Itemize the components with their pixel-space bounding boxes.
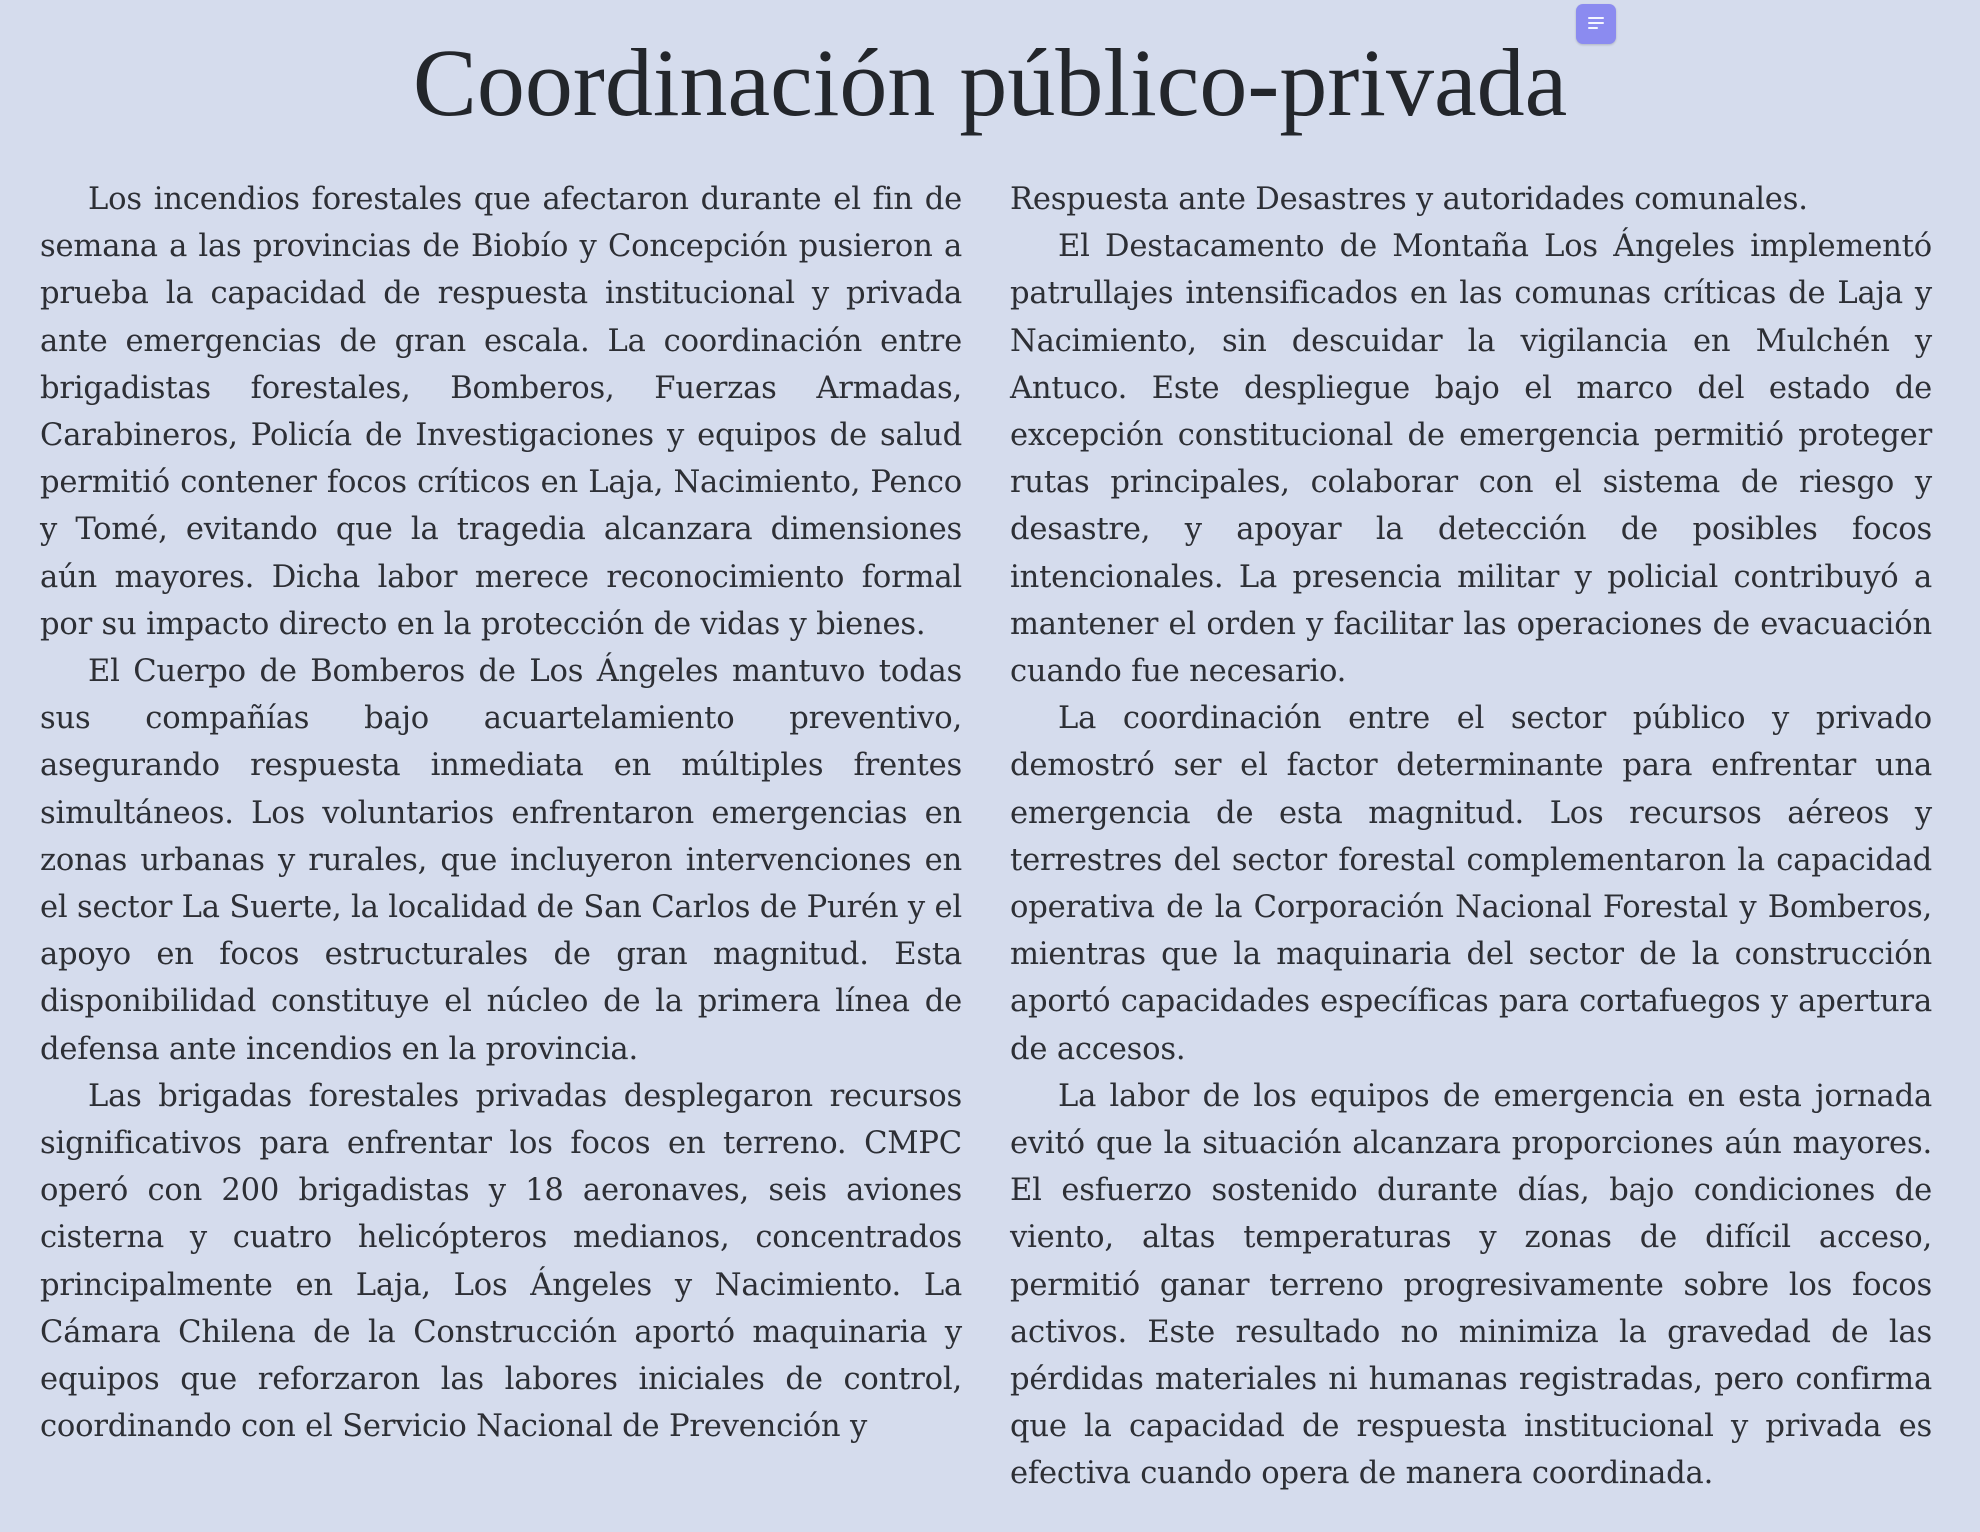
right-column bbox=[1010, 176, 1932, 1498]
page-title: Coordinación público-privada bbox=[412, 29, 1568, 136]
paragraph: La coordinación entre el sector público y privado demostró ser el factor determinante para enfrentar una emergencia de esta magnitud. Los recursos aéreos y terrestres del sector forestal complementaron la capacidad operativa de la Corporación Nacional Forestal y Bomberos, mientras que la maquinaria del sector de la construcción aportó capacidades específicas para cortafuegos y apertura de accesos. bbox=[1010, 701, 1932, 1067]
paragraph-continuation: Respuesta ante Desastres y autoridades comunales. bbox=[1010, 182, 1808, 217]
paragraph: El Destacamento de Montaña Los Ángeles implementó patrullajes intensificados en las comunas críticas de Laja y Nacimiento, sin descuidar la vigilancia en Mulchén y Antuco. Este despliegue bajo el marco del estado de excepción constitucional de emergencia permitió proteger rutas principales, colaborar con el sistema de riesgo y desastre, y apoyar la detección de posibles focos intencionales. La presencia militar y policial contribuyó a mantener el orden y facilitar las operaciones de evacuación cuando fue necesario. bbox=[1010, 229, 1932, 690]
article-body bbox=[40, 176, 1932, 1498]
paragraph: El Cuerpo de Bomberos de Los Ángeles mantuvo todas sus compañías bajo acuartelamiento preventivo, asegurando respuesta inmediata en múltiples frentes simultáneos. Los voluntarios enfrentaron emergencias en zonas urbanas y rurales, que incluyeron intervenciones en el sector La Suerte, la localidad de San Carlos de Purén y el apoyo en focos estructurales de gran magnitud. Esta disponibilidad constituye el núcleo de la primera línea de defensa ante incendios en la provincia. bbox=[40, 654, 962, 1067]
menu-lines-icon bbox=[1588, 17, 1604, 31]
left-column bbox=[40, 176, 962, 1498]
paragraph: Los incendios forestales que afectaron durante el fin de semana a las provincias de Biobío y Concepción pusieron a prueba la capacidad de respuesta institucional y privada ante emergencias de gran escala. La coordinación entre brigadistas forestales, Bomberos, Fuerzas Armadas, Carabineros, Policía de Investigaciones y equipos de salud permitió contener focos críticos en Laja, Nacimiento, Penco y Tomé, evitando que la tragedia alcanzara dimensiones aún mayores. Dicha labor merece reconocimiento formal por su impacto directo en la protección de vidas y bienes. bbox=[40, 182, 962, 642]
menu-button[interactable] bbox=[1576, 4, 1616, 44]
paragraph: La labor de los equipos de emergencia en esta jornada evitó que la situación alcanzara proporciones aún mayores. El esfuerzo sostenido durante días, bajo condiciones de viento, altas temperaturas y zonas de difícil acceso, permitió ganar terreno progresivamente sobre los focos activos. Este resultado no minimiza la gravedad de las pérdidas materiales ni humanas registradas, pero confirma que la capacidad de respuesta institucional y privada es efectiva cuando opera de manera coordinada. bbox=[1010, 1078, 1932, 1492]
paragraph: Las brigadas forestales privadas desplegaron recursos significativos para enfrentar los focos en terreno. CMPC operó con 200 brigadistas y 18 aeronaves, seis aviones cisterna y cuatro helicópteros medianos, concentrados principalmente en Laja, Los Ángeles y Nacimiento. La Cámara Chilena de la Construcción aportó maquinaria y equipos que reforzaron las labores iniciales de control, coordinando con el Servicio Nacional de Prevención y bbox=[40, 1078, 962, 1445]
